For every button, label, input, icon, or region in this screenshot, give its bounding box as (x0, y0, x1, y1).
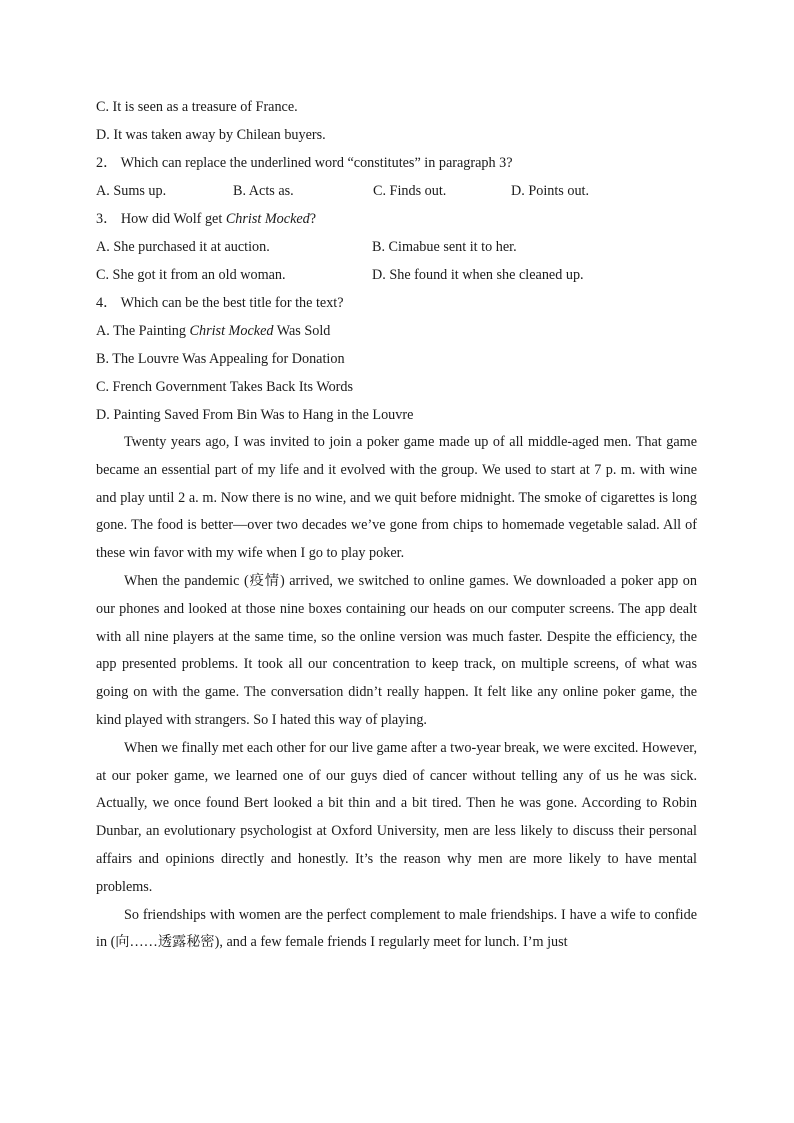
q4-stem: 4． Which can be the best title for the text? (96, 295, 344, 311)
q3-option-c: C. She got it from an old woman. (96, 267, 286, 283)
q4-option-d: D. Painting Saved From Bin Was to Hang in the Louvre (96, 407, 414, 423)
q4-option-a-end: Was Sold (273, 323, 331, 339)
q3-option-a: A. She purchased it at auction. (96, 239, 270, 255)
q2-stem-word: constitutes (353, 155, 415, 171)
passage-paragraph-4 (96, 902, 697, 958)
q2-stem-end: ” in paragraph 3? (414, 155, 513, 171)
q1-option-c: C. It is seen as a treasure of France. (96, 99, 298, 115)
q2-option-a: A. Sums up. (96, 183, 167, 199)
q1-option-d: D. It was taken away by Chilean buyers. (96, 127, 326, 143)
q3-options-row1 (96, 233, 697, 261)
q4-option-a-start: A. The Painting (96, 323, 190, 339)
q3-stem (96, 205, 697, 233)
paragraph-4-text: So friendships with women are the perfect complement to male friendships. I have a wife to confide in (向……透露秘密), and a few female friends I regularly meet for lunch. I’m just (96, 906, 697, 951)
q3-option-d: D. She found it when she cleaned up. (372, 267, 584, 283)
paragraph-3-text: When we finally met each other for our live game after a two-year break, we were excited. However, at our poker game, we learned one of our guys died of cancer without telling any of us he was sick. Actually, we once found Bert looked a bit thin and a bit tired. Then he was gone. According to Robin Dunbar, an evolutionary psychologist at Oxford University, men are less likely to discuss their personal affairs and opinions directly and honestly. It’s the reason why men are more likely to have mental problems. (96, 739, 697, 895)
q2-option-c: C. Finds out. (373, 183, 447, 199)
q4-option-a (96, 317, 697, 345)
q3-options-row2 (96, 261, 697, 289)
paragraph-1-text: Twenty years ago, I was invited to join a poker game made up of all middle-aged men. That game became an essential part of my life and it evolved with the group. We used to start at 7 p. m. with wine and play until 2 a. m. Now there is no wine, and we quit before midnight. The smoke of cigarettes is long gone. The food is better—over two decades we’ve gone from chips to homemade vegetable salad. All of these win favor with my wife when I go to play poker. (96, 434, 697, 562)
q4-option-b: B. The Louvre Was Appealing for Donation (96, 351, 345, 367)
q4-option-a-title: Christ Mocked (189, 323, 274, 339)
passage-paragraph-3 (96, 735, 697, 902)
q3-stem-end: ? (309, 211, 317, 227)
paragraph-2-text: When the pandemic (疫情) arrived, we switched to online games. We downloaded a poker app on our phones and looked at those nine boxes containing our heads on our computer screens. The app dealt with all nine players at the same time, so the online version was much faster. Despite the efficiency, the app presented problems. It took all our concentration to keep track, on multiple screens, of what was going on with the game. The conversation didn’t really happen. It felt like any online poker game, the kind played with strangers. So I hated this way of playing. (96, 572, 697, 728)
passage-paragraph-2 (96, 568, 697, 735)
q3-stem-start: 3． How did Wolf get (96, 211, 226, 227)
q3-stem-title: Christ Mocked (225, 211, 310, 227)
page-content (96, 93, 697, 957)
q2-stem (96, 149, 697, 177)
q2-option-d: D. Points out. (511, 183, 590, 199)
q2-options (96, 177, 697, 205)
q3-option-b: B. Cimabue sent it to her. (372, 239, 517, 255)
q4-option-c: C. French Government Takes Back Its Words (96, 379, 354, 395)
q2-stem-start: 2． Which can replace the underlined word “ (96, 155, 354, 171)
q2-option-b: B. Acts as. (233, 183, 294, 199)
passage-paragraph-1 (96, 429, 697, 568)
